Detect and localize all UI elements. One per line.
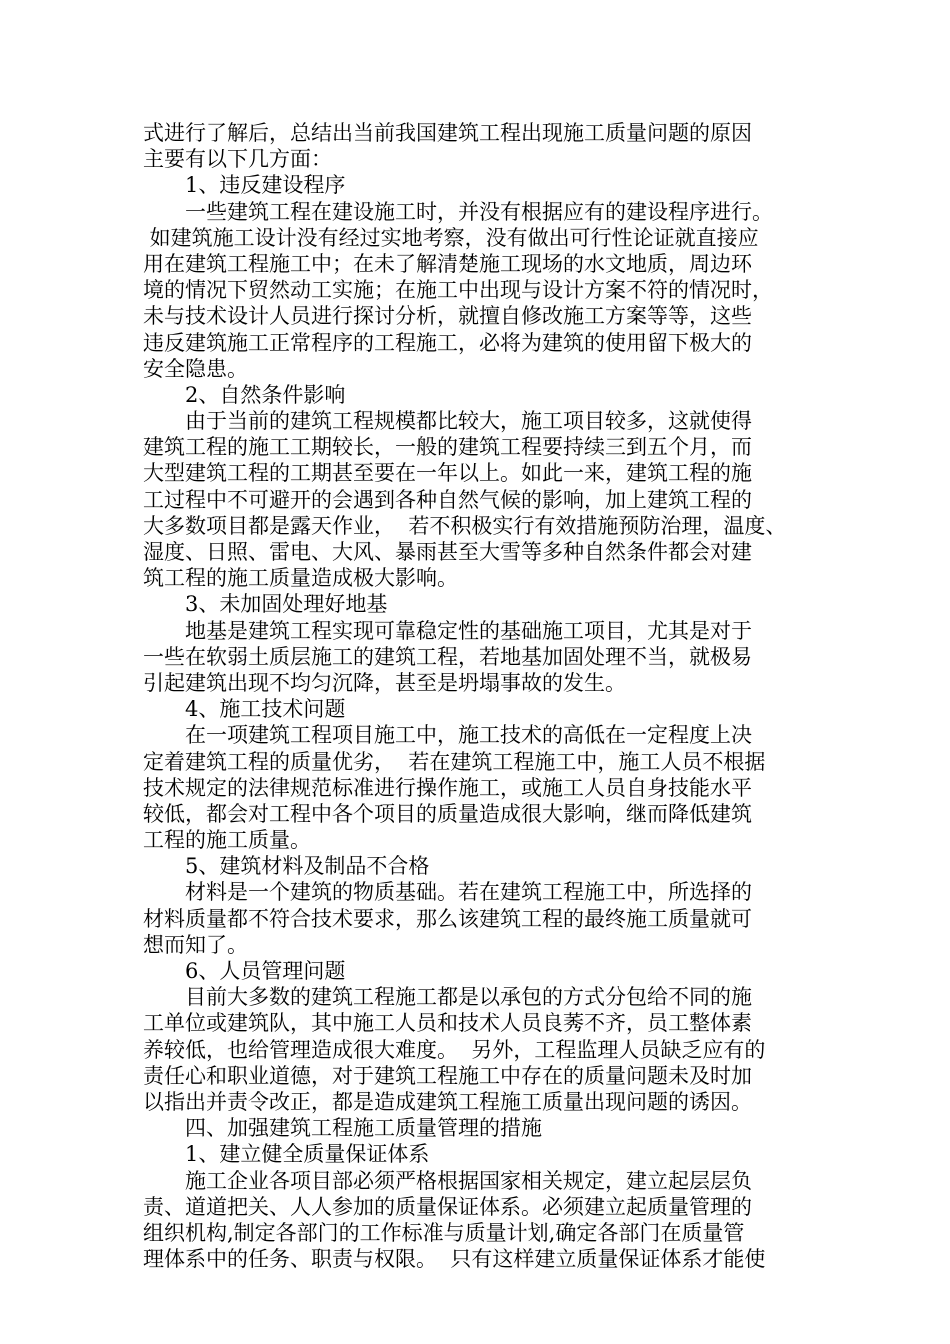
text-line: 组织机构,制定各部门的工作标准与质量计划,确定各部门在质量管 — [143, 1220, 745, 1245]
text-line: 4、施工技术问题 — [185, 697, 346, 722]
text-line: 大多数项目都是露天作业， 若不积极实行有效措施预防治理，温度、 — [143, 513, 787, 538]
text-line: 地基是建筑工程实现可靠稳定性的基础施工项目，尤其是对于 — [185, 618, 752, 643]
text-line: 养较低，也给管理造成很大难度。 另外，工程监理人员缺乏应有的 — [143, 1037, 766, 1062]
text-line: 大型建筑工程的工期甚至要在一年以上。如此一来，建筑工程的施 — [143, 461, 752, 486]
text-line: 较低，都会对工程中各个项目的质量造成很大影响，继而降低建筑 — [143, 801, 752, 826]
text-line: 筑工程的施工质量造成极大影响。 — [143, 566, 458, 591]
text-line: 引起建筑出现不均匀沉降，甚至是坍塌事故的发生。 — [143, 670, 626, 695]
text-line: 建筑工程的施工工期较长，一般的建筑工程要持续三到五个月，而 — [143, 435, 752, 460]
text-line: 境的情况下贸然动工实施；在施工中出现与设计方案不符的情况时， — [143, 278, 773, 303]
text-line: 材料质量都不符合技术要求，那么该建筑工程的最终施工质量就可 — [143, 906, 752, 931]
text-line: 一些建筑工程在建设施工时，并没有根据应有的建设程序进行。 — [185, 199, 773, 224]
text-line: 由于当前的建筑工程规模都比较大，施工项目较多，这就使得 — [185, 409, 752, 434]
text-line: 材料是一个建筑的物质基础。若在建筑工程施工中，所选择的 — [185, 880, 752, 905]
text-line: 四、加强建筑工程施工质量管理的措施 — [185, 1116, 542, 1141]
text-line: 目前大多数的建筑工程施工都是以承包的方式分包给不同的施 — [185, 985, 752, 1010]
text-line: 3、未加固处理好地基 — [185, 592, 388, 617]
text-line: 如建筑施工设计没有经过实地考察，没有做出可行性论证就直接应 — [143, 225, 759, 250]
text-line: 用在建筑工程施工中；在未了解清楚施工现场的水文地质，周边环 — [143, 251, 752, 276]
text-line: 定着建筑工程的质量优劣， 若在建筑工程施工中，施工人员不根据 — [143, 749, 766, 774]
text-line: 一些在软弱土质层施工的建筑工程，若地基加固处理不当，就极易 — [143, 644, 752, 669]
text-line: 6、人员管理问题 — [185, 959, 346, 983]
text-line: 湿度、日照、雷电、大风、暴雨甚至大雪等多种自然条件都会对建 — [143, 540, 752, 564]
document-body — [143, 120, 823, 1272]
text-line: 责、道道把关、人人参加的质量保证体系。必须建立起质量管理的 — [143, 1194, 752, 1219]
text-line: 2、自然条件影响 — [185, 382, 346, 407]
text-line: 1、违反建设程序 — [185, 173, 346, 198]
text-line: 违反建筑施工正常程序的工程施工，必将为建筑的使用留下极大的 — [143, 330, 752, 355]
text-line: 理体系中的任务、职责与权限。 只有这样建立质量保证体系才能使 — [143, 1247, 766, 1272]
text-line: 主要有以下几方面： — [143, 147, 332, 172]
text-line: 安全隐患。 — [143, 356, 248, 381]
text-line: 技术规定的法律规范标准进行操作施工，或施工人员自身技能水平 — [143, 775, 752, 800]
text-line: 在一项建筑工程项目施工中，施工技术的高低在一定程度上决 — [185, 723, 752, 748]
text-line: 1、建立健全质量保证体系 — [185, 1142, 430, 1167]
text-line: 施工企业各项目部必须严格根据国家相关规定，建立起层层负 — [185, 1168, 752, 1193]
text-line: 想而知了。 — [143, 932, 248, 957]
text-line: 责任心和职业道德，对于建筑工程施工中存在的质量问题未及时加 — [143, 1063, 752, 1088]
text-line: 工单位或建筑队，其中施工人员和技术人员良莠不齐，员工整体素 — [143, 1011, 752, 1036]
text-line: 工程的施工质量。 — [143, 828, 311, 853]
text-line: 以指出并责令改正，都是造成建筑工程施工质量出现问题的诱因。 — [143, 1089, 752, 1114]
text-line: 式进行了解后，总结出当前我国建筑工程出现施工质量问题的原因 — [143, 121, 752, 145]
text-line: 工过程中不可避开的会遇到各种自然气候的影响，加上建筑工程的 — [143, 487, 752, 512]
text-line: 5、建筑材料及制品不合格 — [185, 854, 430, 879]
text-line: 未与技术设计人员进行探讨分析，就擅自修改施工方案等等，这些 — [143, 304, 752, 329]
